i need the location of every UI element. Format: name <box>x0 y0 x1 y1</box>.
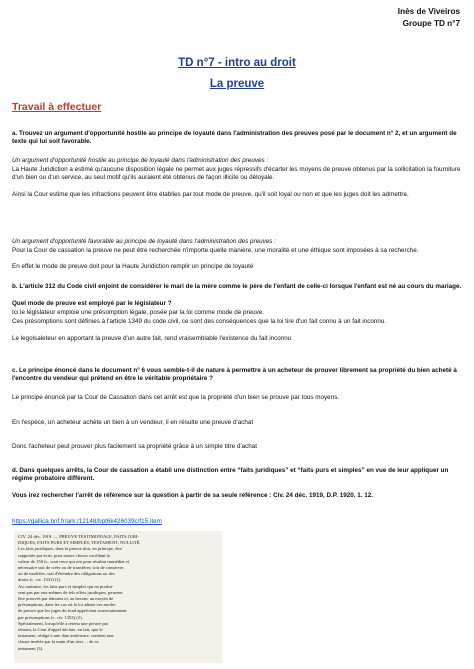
scan-line: Spécialement, lorsqu'elle a retenu une preuve par <box>18 620 109 626</box>
scan-line: sent pas par eux-mêmes de tels effets juridiques, peuvent <box>18 589 123 595</box>
scan-line: ou de modifier, soit d'éteindre des obligations ou des <box>18 571 115 577</box>
answer-b-1: Ici le législateur emploie une présomption légale, posée par la loi comme mode de preuve. <box>12 309 265 316</box>
scan-line: nécessaire soit de créer ou de transférer, soit de conserver <box>18 565 124 571</box>
question-c: c. Le principe énoncé dans le document n° 6 vous semble-t-il de nature à permettre à un acheteur de prouver librement sa propriété du bien acheté à l'encontre du vendeur qui prétend en être le véritable propriétaire ? <box>12 367 457 383</box>
scan-line: par présomptions (c. civ. 1353) (2). <box>18 614 83 620</box>
question-b-text: b. L'article 312 du Code civil enjoint de considérer le mari de la mère comme le père de l'enfant de celle-ci lorsque l'enfant est né au cours du mariage. <box>12 283 462 290</box>
question-d-text: d. Dans quelques arrêts, la Cour de cassation a établi une distinction entre “faits juridiques” et “faits purs et simples” en vue de leur appliquer un régime probatoire différent. <box>12 467 449 483</box>
doc-subtitle: La preuve <box>209 78 265 90</box>
section-heading: Travail à effectuer <box>12 101 102 113</box>
scan-line: testament (3). <box>18 645 44 651</box>
hostile-paragraph-1: La Haute Juridiction a estimé qu'aucune disposition légale ne permet aux juges répressifs d'écarter les moyens de preuve obtenus par la sollicitation la fourniture d'un bien ou d'un service, au seul motif qu'ils auraient été obtenus de façon illicite ou déloyale. <box>12 166 461 182</box>
favorable-paragraph-1: Pour la Cour de cassation la preuve ne peut être recherchée n'importe quelle manière, une moralité et une éthique sont imposées à sa recherche. <box>12 247 419 254</box>
scan-line: droits (c. civ. 1341) (1). <box>18 577 62 583</box>
gallica-link[interactable]: https://gallica.bnf.fr/ark:/12148/bpt6k426039c/f15.item <box>12 518 162 525</box>
doc-title: TD n°7 - intro au droit <box>178 57 296 69</box>
scan-line: de preuve que les juges du fond apprécient souverainement <box>18 608 127 614</box>
group-label: Groupe TD n°7 <box>402 19 460 28</box>
favorable-heading: Un argument d'opportunité favorable au principe de loyauté dans l'administration des preuves : <box>12 238 276 245</box>
scan-line: valeur de 150 fr., sont ceux qui ont pour résultat immédiat et <box>18 558 130 564</box>
scan-line: Au contraire, les faits purs et simples qui ne produi- <box>18 583 114 589</box>
answer-c-1: Le principe énoncé par la Cour de Cassation dans cet arrêt est que la propriété d'un bien se prouve par tous moyens. <box>12 394 340 401</box>
scan-line: CIV. 24 déc. 1919. — PREUVE TESTIMONIALE, FAITS JURI- <box>18 534 139 539</box>
hostile-heading: Un argument d'opportunité hostile au principe de loyauté dans l'administration des preuves : <box>12 157 269 164</box>
favorable-paragraph-2: En effet le mode de preuve doit pour la Haute Juridiction remplir un principe de loyauté <box>12 263 254 270</box>
scan-line: témoin, la Cour d'appel déclare, en fait, que le <box>18 627 103 633</box>
answer-b-2: Ces présomptions sont définies à l'article 1349 du code civil, ce sont des conséquences que la loi tire d'un fait connu à un fait inconnu. <box>12 318 387 325</box>
question-a: a. Trouvez un argument d'opportunité hostile au principe de loyauté dans l'administration des preuves posé par le document n° 2, et un argument de texte qui lui soit favorable. <box>12 130 457 146</box>
scan-line: rapportée par écrit, pour toutes choses excédant la <box>18 552 110 558</box>
scanned-excerpt <box>14 531 222 663</box>
hostile-paragraph-2: Ainsi la Cour estime que les infractions peuvent être établies par tout mode de preuve, qu'il soit loyal ou non et que les juges doit les admettre. <box>12 191 409 198</box>
question-b-ask: Quel mode de preuve est employé par le législateur ? <box>12 300 172 307</box>
scan-line: présomptions, dans les cas où la loi admet ces modes <box>18 602 116 608</box>
answer-c-3: Donc l'acheteur peut prouver plus facilement sa propriété grâce à un simple titre d'achat <box>12 443 257 450</box>
author-block <box>398 6 460 30</box>
scan-line: clause insérée par la main d'un tiers ... de ce <box>18 639 99 645</box>
scan-line: DIQUES, FAITS PURS ET SIMPLES, TESTAMENT, NULLITÉ. <box>18 540 141 546</box>
scan-line: être prouvés par témoins et, au besoin, au moyen de <box>18 596 114 602</box>
scan-line: testament, rédigé à une date antérieure, contient une <box>18 633 114 639</box>
answer-c-2: En l'espèce, un acheteur achète un bien à un vendeur, il en résulte une preuve d'achat <box>12 419 254 426</box>
question-d-ask: Vous irez rechercher l'arrêt de référence sur la question à partir de sa seule référence : Civ. 24 déc. 1919, D.P. 1920. 1. 12. <box>12 492 373 499</box>
scan-line: Les faits juridiques, dont la preuve doit, en principe, être <box>18 546 123 552</box>
answer-b-3: Le legolsaleteur en apportant la preuve d'un autre fait, rend vraisemblable l'existence du fait inconnu <box>12 335 292 342</box>
author-name: Inès de Viveiros <box>397 7 460 16</box>
